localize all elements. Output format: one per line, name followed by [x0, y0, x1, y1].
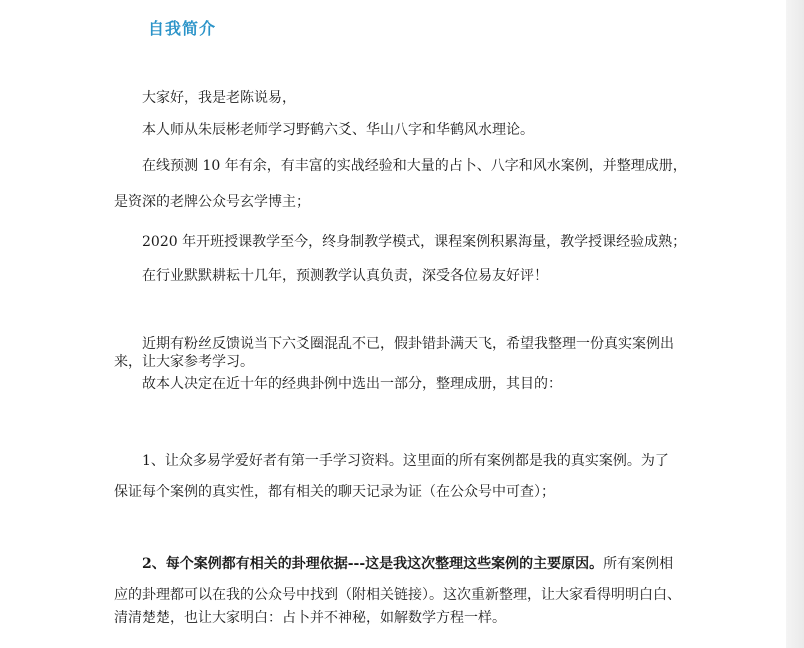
- bold-lead-text: 2、每个案例都有相关的卦理依据---这是我这次整理这些案例的主要原因。: [142, 556, 604, 572]
- paragraph-line: 清清楚楚，也让大家明白：占卜并不神秘，如解数学方程一样。: [114, 610, 506, 626]
- paragraph-line: 本人师从朱辰彬老师学习野鹤六爻、华山八字和华鹤风水理论。: [142, 122, 534, 138]
- paragraph-line: 在行业默默耕耘十几年，预测教学认真负责，深受各位易友好评！: [142, 268, 548, 284]
- paragraph-line: 保证每个案例的真实性，都有相关的聊天记录为证（在公众号中可查）；: [114, 484, 555, 500]
- paragraph-line: 故本人决定在近十年的经典卦例中选出一部分，整理成册，其目的：: [142, 376, 562, 392]
- paragraph-line: 近期有粉丝反馈说当下六爻圈混乱不已，假卦错卦满天飞，希望我整理一份真实案例出: [142, 336, 674, 352]
- paragraph-line: 2020 年开班授课教学至今，终身制教学模式，课程案例积累海量，教学授课经验成熟；: [142, 234, 687, 250]
- paragraph-line-lead: [142, 554, 673, 574]
- page-edge-shadow: [786, 0, 804, 648]
- paragraph-line: 在线预测 10 年有余，有丰富的实战经验和大量的占卜、八字和风水案例，并整理成册，: [142, 158, 687, 174]
- paragraph-line: 应的卦理都可以在我的公众号中找到（附相关链接）。这次重新整理，让大家看得明明白白、: [114, 587, 681, 603]
- page-title: 自我简介: [148, 19, 217, 38]
- paragraph-line: 大家好，我是老陈说易，: [142, 90, 296, 106]
- paragraph-line: 1、让众多易学爱好者有第一手学习资料。这里面的所有案例都是我的真实案例。为了: [142, 453, 669, 469]
- paragraph-line: 来，让大家参考学习。: [114, 354, 254, 370]
- lead-continuation: 所有案例相: [603, 556, 674, 572]
- paragraph-line: 是资深的老牌公众号玄学博主；: [114, 194, 310, 210]
